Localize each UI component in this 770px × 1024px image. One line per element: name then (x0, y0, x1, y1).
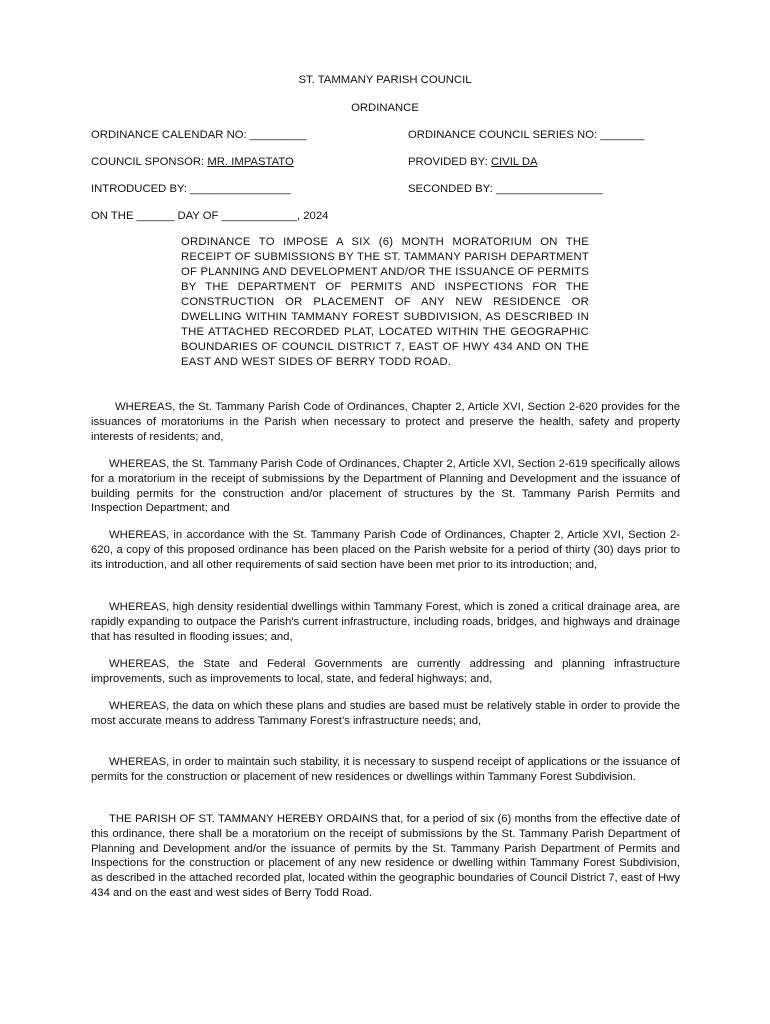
council-sponsor-field (91, 155, 294, 169)
whereas-paragraph-7: WHEREAS, in order to maintain such stability, it is necessary to suspend receipt of applications or the issuance of permits for the construction or placement of new residences or dwellings within Tammany Forest Subdivision. (91, 756, 680, 783)
seconded-by-field: SECONDED BY: _________________ (408, 183, 603, 195)
council-title: ST. TAMMANY PARISH COUNCIL (298, 74, 472, 86)
whereas-paragraph-2: WHEREAS, the St. Tammany Parish Code of Ordinances, Chapter 2, Article XVI, Section 2-619 specifically allows for a moratorium in the receipt of submissions by the Department of Planning and Development and the issuance of building permits for the construction and/or placement of structures by the St. Tammany Parish Permits and Inspection Department; and (91, 458, 680, 515)
ordains-paragraph: THE PARISH OF ST. TAMMANY HEREBY ORDAINS that, for a period of six (6) months from the effective date of this ordinance, there shall be a moratorium on the receipt of submissions by the St. Tammany Parish Department of Planning and Development and/or the issuance of permits by the St. Tammany Parish Department of Permits and Inspections for the construction or placement of any new residence or dwelling within Tammany Forest Subdivision, as described in the attached recorded plat, located within the geographic boundaries of Council District 7, east of Hwy 434 and on the east and west sides of Berry Todd Road. (91, 813, 680, 899)
sponsor-value: MR. IMPASTATO (207, 156, 294, 168)
whereas-paragraph-6: WHEREAS, the data on which these plans and studies are based must be relatively stable in order to provide the most accurate means to address Tammany Forest’s infrastructure needs; and, (91, 700, 680, 727)
provided-by-label: PROVIDED BY: (408, 156, 491, 168)
whereas-paragraph-4: WHEREAS, high density residential dwellings within Tammany Forest, which is zoned a critical drainage area, are rapidly expanding to outpace the Parish's current infrastructure, including roads, bridges, and highways and drainage that has resulted in flooding issues; and, (91, 601, 680, 643)
document-type: ORDINANCE (351, 102, 419, 114)
council-series-number-field: ORDINANCE COUNCIL SERIES NO: _______ (408, 129, 645, 141)
whereas-paragraph-3: WHEREAS, in accordance with the St. Tammany Parish Code of Ordinances, Chapter 2, Article XVI, Section 2-620, a copy of this proposed ordinance has been placed on the Parish website for a period of thirty (30) days prior to its introduction, and all other requirements of said section have been met prior to its introduction; and, (91, 529, 680, 571)
sponsor-label: COUNCIL SPONSOR: (91, 156, 208, 168)
whereas-paragraph-1: WHEREAS, the St. Tammany Parish Code of Ordinances, Chapter 2, Article XVI, Section 2-620 provides for the issuances of moratoriums in the Parish when necessary to protect and preserve the health, safety and property interests of residents; and, (91, 401, 680, 443)
whereas-paragraph-5: WHEREAS, the State and Federal Governments are currently addressing and planning infrastructure improvements, such as improvements to local, state, and federal highways; and, (91, 658, 680, 685)
ordinance-caption: ORDINANCE TO IMPOSE A SIX (6) MONTH MORATORIUM ON THE RECEIPT OF SUBMISSIONS BY THE ST. TAMMANY PARISH DEPARTMENT OF PLANNING AND DEVELOPMENT AND/OR THE ISSUANCE OF PERMITS BY THE DEPARTMENT OF PERMITS AND INSPECTIONS FOR THE CONSTRUCTION OR PLACEMENT OF ANY NEW RESIDENCE OR DWELLING WITHIN TAMMANY FOREST SUBDIVISION, AS DESCRIBED IN THE ATTACHED RECORDED PLAT, LOCATED WITHIN THE GEOGRAPHIC BOUNDARIES OF COUNCIL DISTRICT 7, EAST OF HWY 434 AND ON THE EAST AND WEST SIDES OF BERRY TODD ROAD. (181, 236, 589, 369)
date-field: ON THE ______ DAY OF ____________, 2024 (91, 210, 329, 222)
provided-by-field (408, 155, 538, 169)
calendar-number-field: ORDINANCE CALENDAR NO: _________ (91, 129, 307, 141)
provided-by-value: CIVIL DA (490, 156, 538, 168)
introduced-by-field: INTRODUCED BY: ________________ (91, 183, 291, 195)
